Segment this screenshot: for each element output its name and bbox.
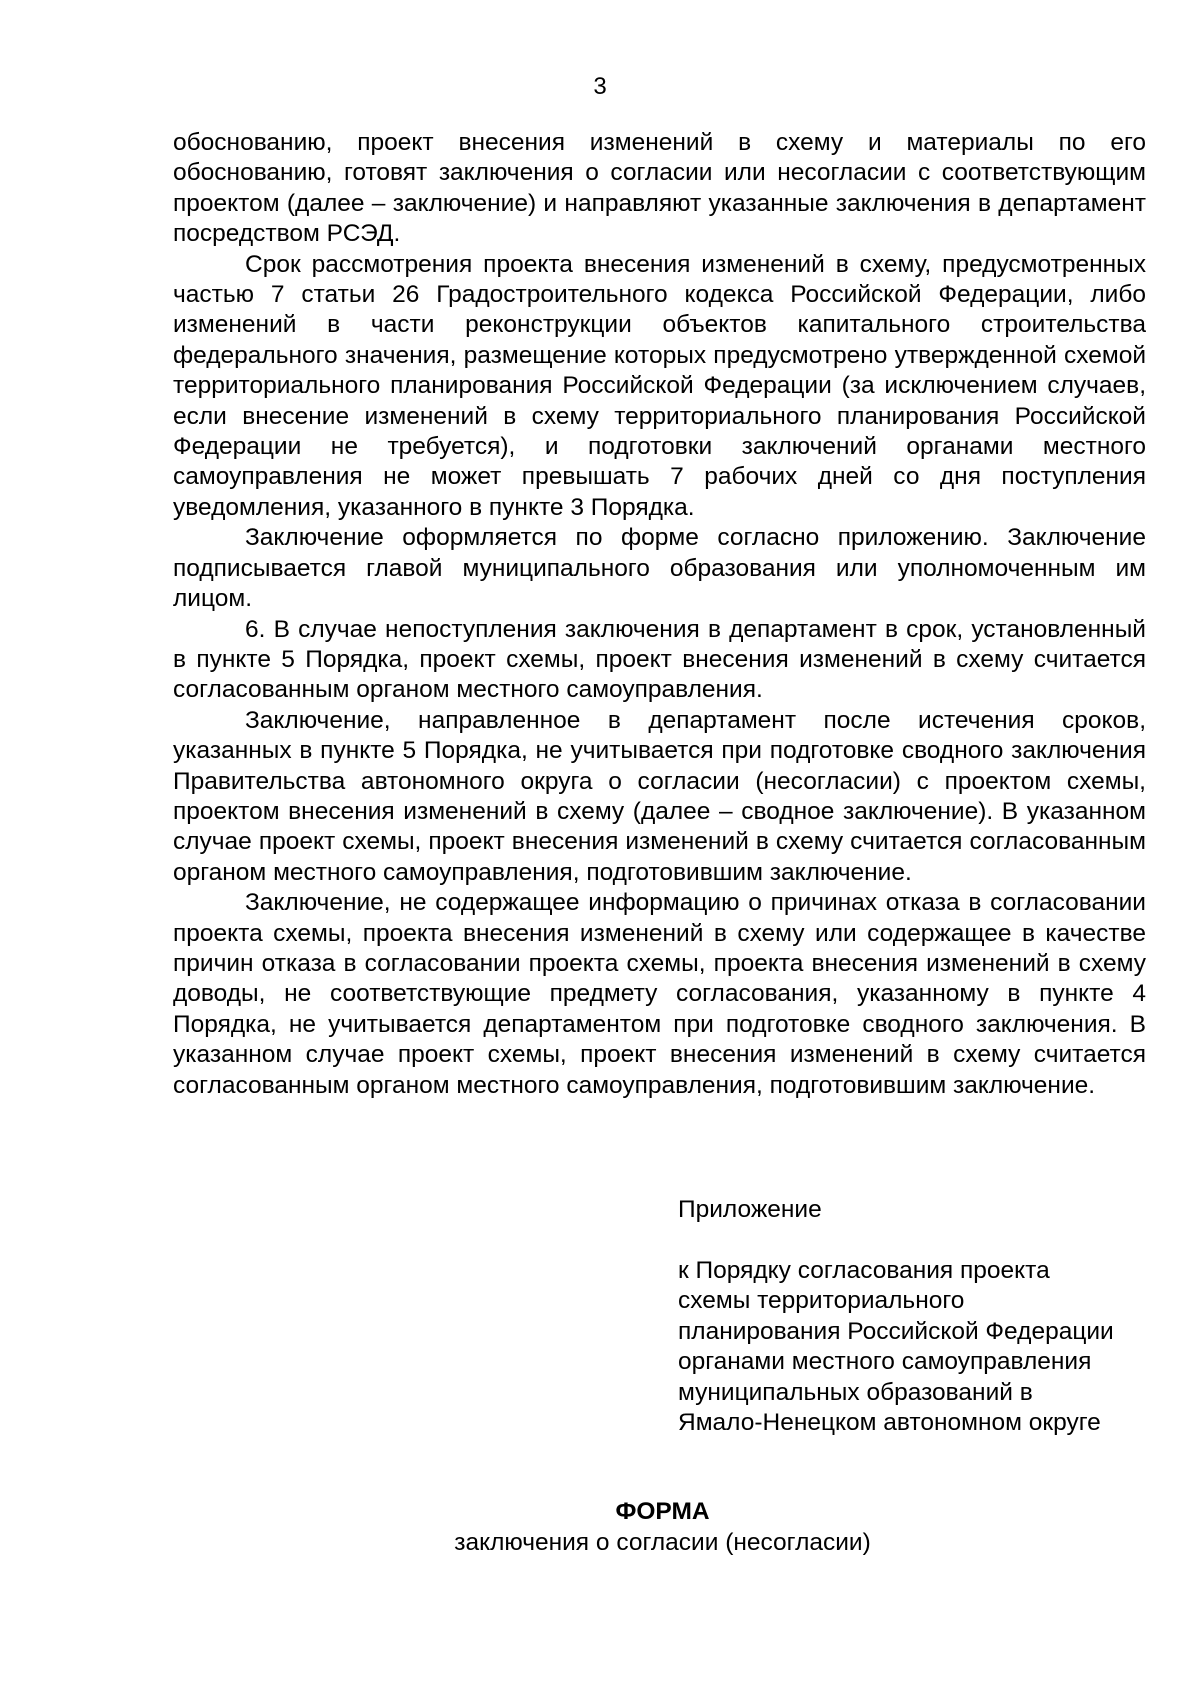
appendix-line: муниципальных образований в bbox=[678, 1378, 1033, 1406]
appendix-line: планирования Российской Федерации bbox=[678, 1317, 1114, 1345]
appendix-text bbox=[678, 1256, 1158, 1438]
paragraph-review-period: Срок рассмотрения проекта внесения изменений в схему, предусмотренных частью 7 статьи 26 Градостроительного кодекса Российской Федерации, либо изменений в части реконструкции объектов капитального строительства федерального значения, размещение которых предусмотрено утвержденной схемой территориального планирования Российской Федерации (за исключением случаев, если внесение изменений в схему территориального планирования Российской Федерации не требуется), и подготовки заключений органами местного самоуправления не может превышать 7 рабочих дней со дня поступления уведомления, указанного в пункте 3 Порядка. bbox=[173, 250, 1146, 521]
paragraph-item-6: 6. В случае непоступления заключения в департамент в срок, установленный в пункте 5 Порядка, проект схемы, проект внесения изменений в схему считается согласованным органом местного самоуправления. bbox=[173, 615, 1146, 704]
appendix-line: к Порядку согласования проекта bbox=[678, 1257, 1050, 1284]
document-body bbox=[173, 128, 1146, 1101]
page-number: 3 bbox=[593, 73, 607, 100]
paragraph-late-conclusion: Заключение, направленное в департамент после истечения сроков, указанных в пункте 5 Порядка, не учитывается при подготовке сводного заключения Правительства автономного округа о согласии (несогласии) с проектом схемы, проектом внесения изменений в схему (далее – сводное заключение). В указанном случае проект схемы, проект внесения изменений в схему считается согласованным органом местного самоуправления, подготовившим заключение. bbox=[173, 706, 1146, 886]
appendix-line: схемы территориального bbox=[678, 1287, 965, 1315]
paragraph-conclusion-form: Заключение оформляется по форме согласно приложению. Заключение подписывается главой муниципального образования или уполномоченным им лицом. bbox=[173, 524, 1146, 613]
appendix-line: органами местного самоуправления bbox=[678, 1348, 1092, 1376]
form-subtitle: заключения о согласии (несогласии) bbox=[454, 1529, 871, 1556]
paragraph-continuation: обоснованию, проект внесения изменений в схему и материалы по его обоснованию, готовят заключения о согласии или несогласии с соответствующим проектом (далее – заключение) и направляют указанные заключения в департамент посредством РСЭД. bbox=[173, 129, 1146, 248]
paragraph-invalid-conclusion: Заключение, не содержащее информацию о причинах отказа в согласовании проекта схемы, проекта внесения изменений в схему или содержащее в качестве причин отказа в согласовании проекта схемы, проекта внесения изменений в схему доводы, не соответствующие предмету согласования, указанному в пункте 4 Порядка, не учитывается департаментом при подготовке сводного заключения. В указанном случае проект схемы, проект внесения изменений в схему считается согласованным органом местного самоуправления, подготовившим заключение. bbox=[173, 889, 1146, 1099]
form-title: ФОРМА bbox=[615, 1498, 710, 1525]
appendix-line: Ямало-Ненецком автономном округе bbox=[678, 1409, 1101, 1437]
appendix-title: Приложение bbox=[678, 1196, 822, 1223]
